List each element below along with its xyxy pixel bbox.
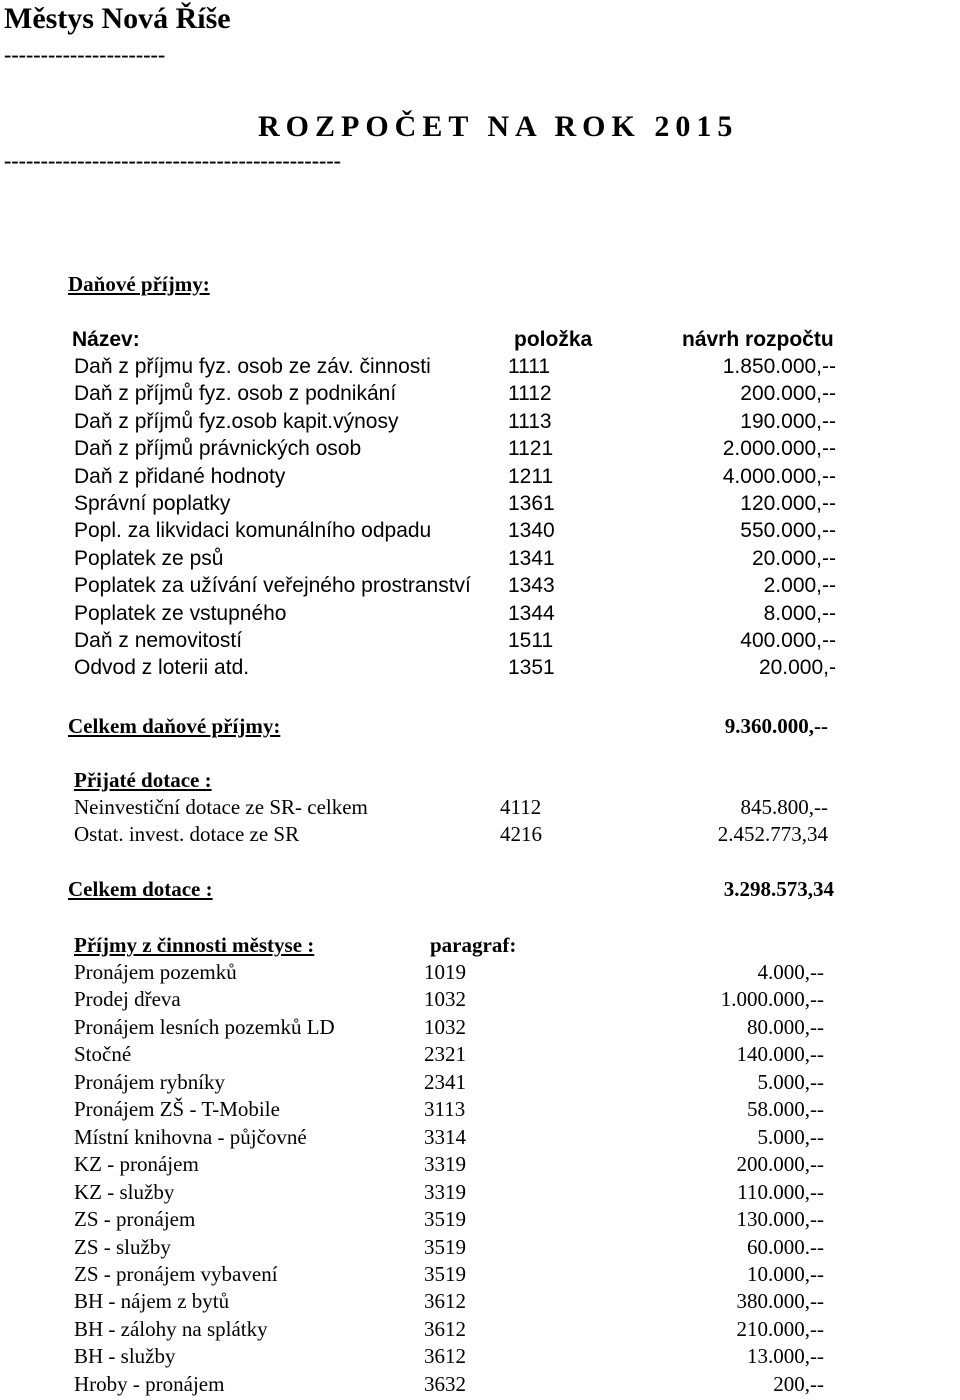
row-name: Poplatek za užívání veřejného prostranství — [74, 574, 471, 598]
row-code: 3319 — [424, 1179, 466, 1204]
row-name: Daň z příjmů právnických osob — [74, 437, 362, 461]
row-code: 1341 — [508, 546, 555, 570]
row-amount: 550.000,-- — [740, 519, 836, 543]
row-code: 1019 — [424, 960, 466, 984]
row-code: 3519 — [424, 1261, 466, 1286]
row-code: 3113 — [424, 1097, 466, 1122]
tax-total-value: 9.360.000,-- — [724, 714, 828, 738]
row-amount: 140.000,-- — [736, 1042, 824, 1067]
row-name: Pronájem lesních pozemků LD — [74, 1014, 335, 1039]
row-name: BH - služby — [74, 1344, 176, 1369]
row-code: 1511 — [508, 629, 554, 652]
row-code: 1211 — [508, 464, 554, 488]
title-rule: ---------------------- — [4, 42, 166, 67]
row-name: Popl. za likvidaci komunálního odpadu — [74, 519, 432, 543]
tax-heading: Daňové příjmy: — [68, 272, 210, 296]
row-code: 1361 — [508, 492, 555, 515]
row-name: Odvod z loterii atd. — [74, 656, 250, 680]
row-name: Správní poplatky — [74, 492, 231, 515]
row-name: Hroby - pronájem — [74, 1371, 225, 1396]
row-name: Pronájem rybníky — [74, 1069, 226, 1094]
row-name: Ostat. invest. dotace ze SR — [74, 822, 300, 847]
row-name: Prodej dřeva — [74, 987, 181, 1012]
row-amount: 20.000,- — [758, 656, 836, 680]
row-name: Pronájem pozemků — [74, 960, 237, 984]
row-name: KZ - služby — [74, 1179, 175, 1204]
row-amount: 380.000,-- — [736, 1289, 824, 1314]
row-code: 1113 — [508, 409, 552, 433]
row-name: Daň z příjmu fyz. osob ze záv. činnosti — [74, 355, 431, 378]
row-code: 2321 — [424, 1042, 466, 1067]
row-name: Pronájem ZŠ - T-Mobile — [74, 1097, 280, 1122]
row-code: 3612 — [424, 1289, 466, 1314]
budget-rule: ---------------------------------------------- — [4, 148, 342, 173]
row-amount: 20.000,-- — [751, 546, 836, 570]
row-code: 1032 — [424, 987, 466, 1012]
row-amount: 4.000,-- — [757, 960, 824, 984]
row-amount: 80.000,-- — [747, 1014, 824, 1039]
grants-total-value: 3.298.573,34 — [723, 877, 834, 901]
row-amount: 200.000,-- — [740, 382, 836, 406]
row-code: 1032 — [424, 1014, 466, 1039]
row-amount: 58.000,-- — [747, 1097, 824, 1122]
row-name: KZ - pronájem — [74, 1152, 199, 1177]
row-code: 1111 — [508, 355, 551, 378]
row-code: 3632 — [424, 1371, 466, 1396]
row-code: 3612 — [424, 1316, 466, 1341]
row-code: 1351 — [508, 656, 555, 680]
row-code: 3519 — [424, 1234, 466, 1259]
row-amount: 5.000,-- — [757, 1124, 824, 1149]
row-name: Daň z přidané hodnoty — [74, 464, 286, 488]
row-code: 1121 — [508, 437, 554, 461]
row-code: 2341 — [424, 1069, 466, 1094]
row-name: Stočné — [74, 1042, 132, 1067]
col-name-header: Název: — [72, 328, 140, 351]
municipality-title: Městys Nová Říše — [4, 2, 231, 35]
row-amount: 1.000.000,-- — [720, 987, 824, 1012]
row-name: BH - zálohy na splátky — [74, 1316, 268, 1341]
budget-title: ROZPOČET NA ROK 2015 — [258, 110, 739, 143]
grants-total-label: Celkem dotace : — [68, 877, 213, 901]
col-item-header: položka — [514, 328, 593, 351]
row-amount: 5.000,-- — [757, 1069, 824, 1094]
row-amount: 2.000,-- — [763, 574, 836, 598]
grants-heading: Přijaté dotace : — [74, 768, 212, 792]
row-code: 3612 — [424, 1344, 466, 1369]
col-amount-header: návrh rozpočtu — [682, 328, 834, 351]
col-paragraph-header: paragraf: — [430, 933, 517, 957]
row-amount: 2.452.773,34 — [717, 822, 828, 847]
row-name: ZS - pronájem — [74, 1207, 196, 1232]
row-name: ZS - služby — [74, 1234, 171, 1259]
row-amount: 845.800,-- — [740, 795, 828, 819]
row-name: Daň z nemovitostí — [74, 629, 243, 652]
row-name: Daň z příjmů fyz.osob kapit.výnosy — [74, 409, 399, 433]
tax-total-label: Celkem daňové příjmy: — [68, 714, 281, 738]
row-amount: 120.000,-- — [740, 492, 836, 515]
row-amount: 210.000,-- — [736, 1316, 824, 1341]
row-code: 1344 — [508, 601, 555, 625]
row-name: ZS - pronájem vybavení — [74, 1261, 278, 1286]
row-code: 1343 — [508, 574, 555, 598]
row-amount: 110.000,-- — [737, 1179, 824, 1204]
row-amount: 400.000,-- — [740, 629, 836, 652]
activity-heading: Příjmy z činnosti městyse : — [74, 933, 315, 957]
row-amount: 190.000,-- — [740, 409, 836, 433]
row-amount: 8.000,-- — [763, 601, 836, 625]
row-code: 1112 — [508, 382, 552, 406]
row-amount: 10.000,-- — [747, 1261, 824, 1286]
row-code: 4112 — [500, 795, 542, 819]
row-amount: 60.000.-- — [747, 1234, 824, 1259]
row-name: Daň z příjmů fyz. osob z podnikání — [74, 382, 397, 406]
row-name: Neinvestiční dotace ze SR- celkem — [74, 795, 368, 819]
row-amount: 200,-- — [773, 1371, 824, 1396]
row-code: 3314 — [424, 1124, 466, 1149]
row-amount: 2.000.000,-- — [722, 437, 836, 461]
row-amount: 200.000,-- — [736, 1152, 824, 1177]
row-amount: 4.000.000,-- — [722, 464, 836, 488]
row-code: 1340 — [508, 519, 555, 543]
row-code: 4216 — [500, 822, 542, 847]
row-name: Poplatek ze vstupného — [74, 601, 287, 625]
row-code: 3319 — [424, 1152, 466, 1177]
row-amount: 13.000,-- — [747, 1344, 824, 1369]
row-amount: 130.000,-- — [736, 1207, 824, 1232]
row-name: Místní knihovna - půjčovné — [74, 1124, 307, 1149]
row-code: 3519 — [424, 1207, 466, 1232]
row-name: BH - nájem z bytů — [74, 1289, 230, 1314]
row-name: Poplatek ze psů — [74, 546, 224, 570]
row-amount: 1.850.000,-- — [722, 355, 836, 378]
